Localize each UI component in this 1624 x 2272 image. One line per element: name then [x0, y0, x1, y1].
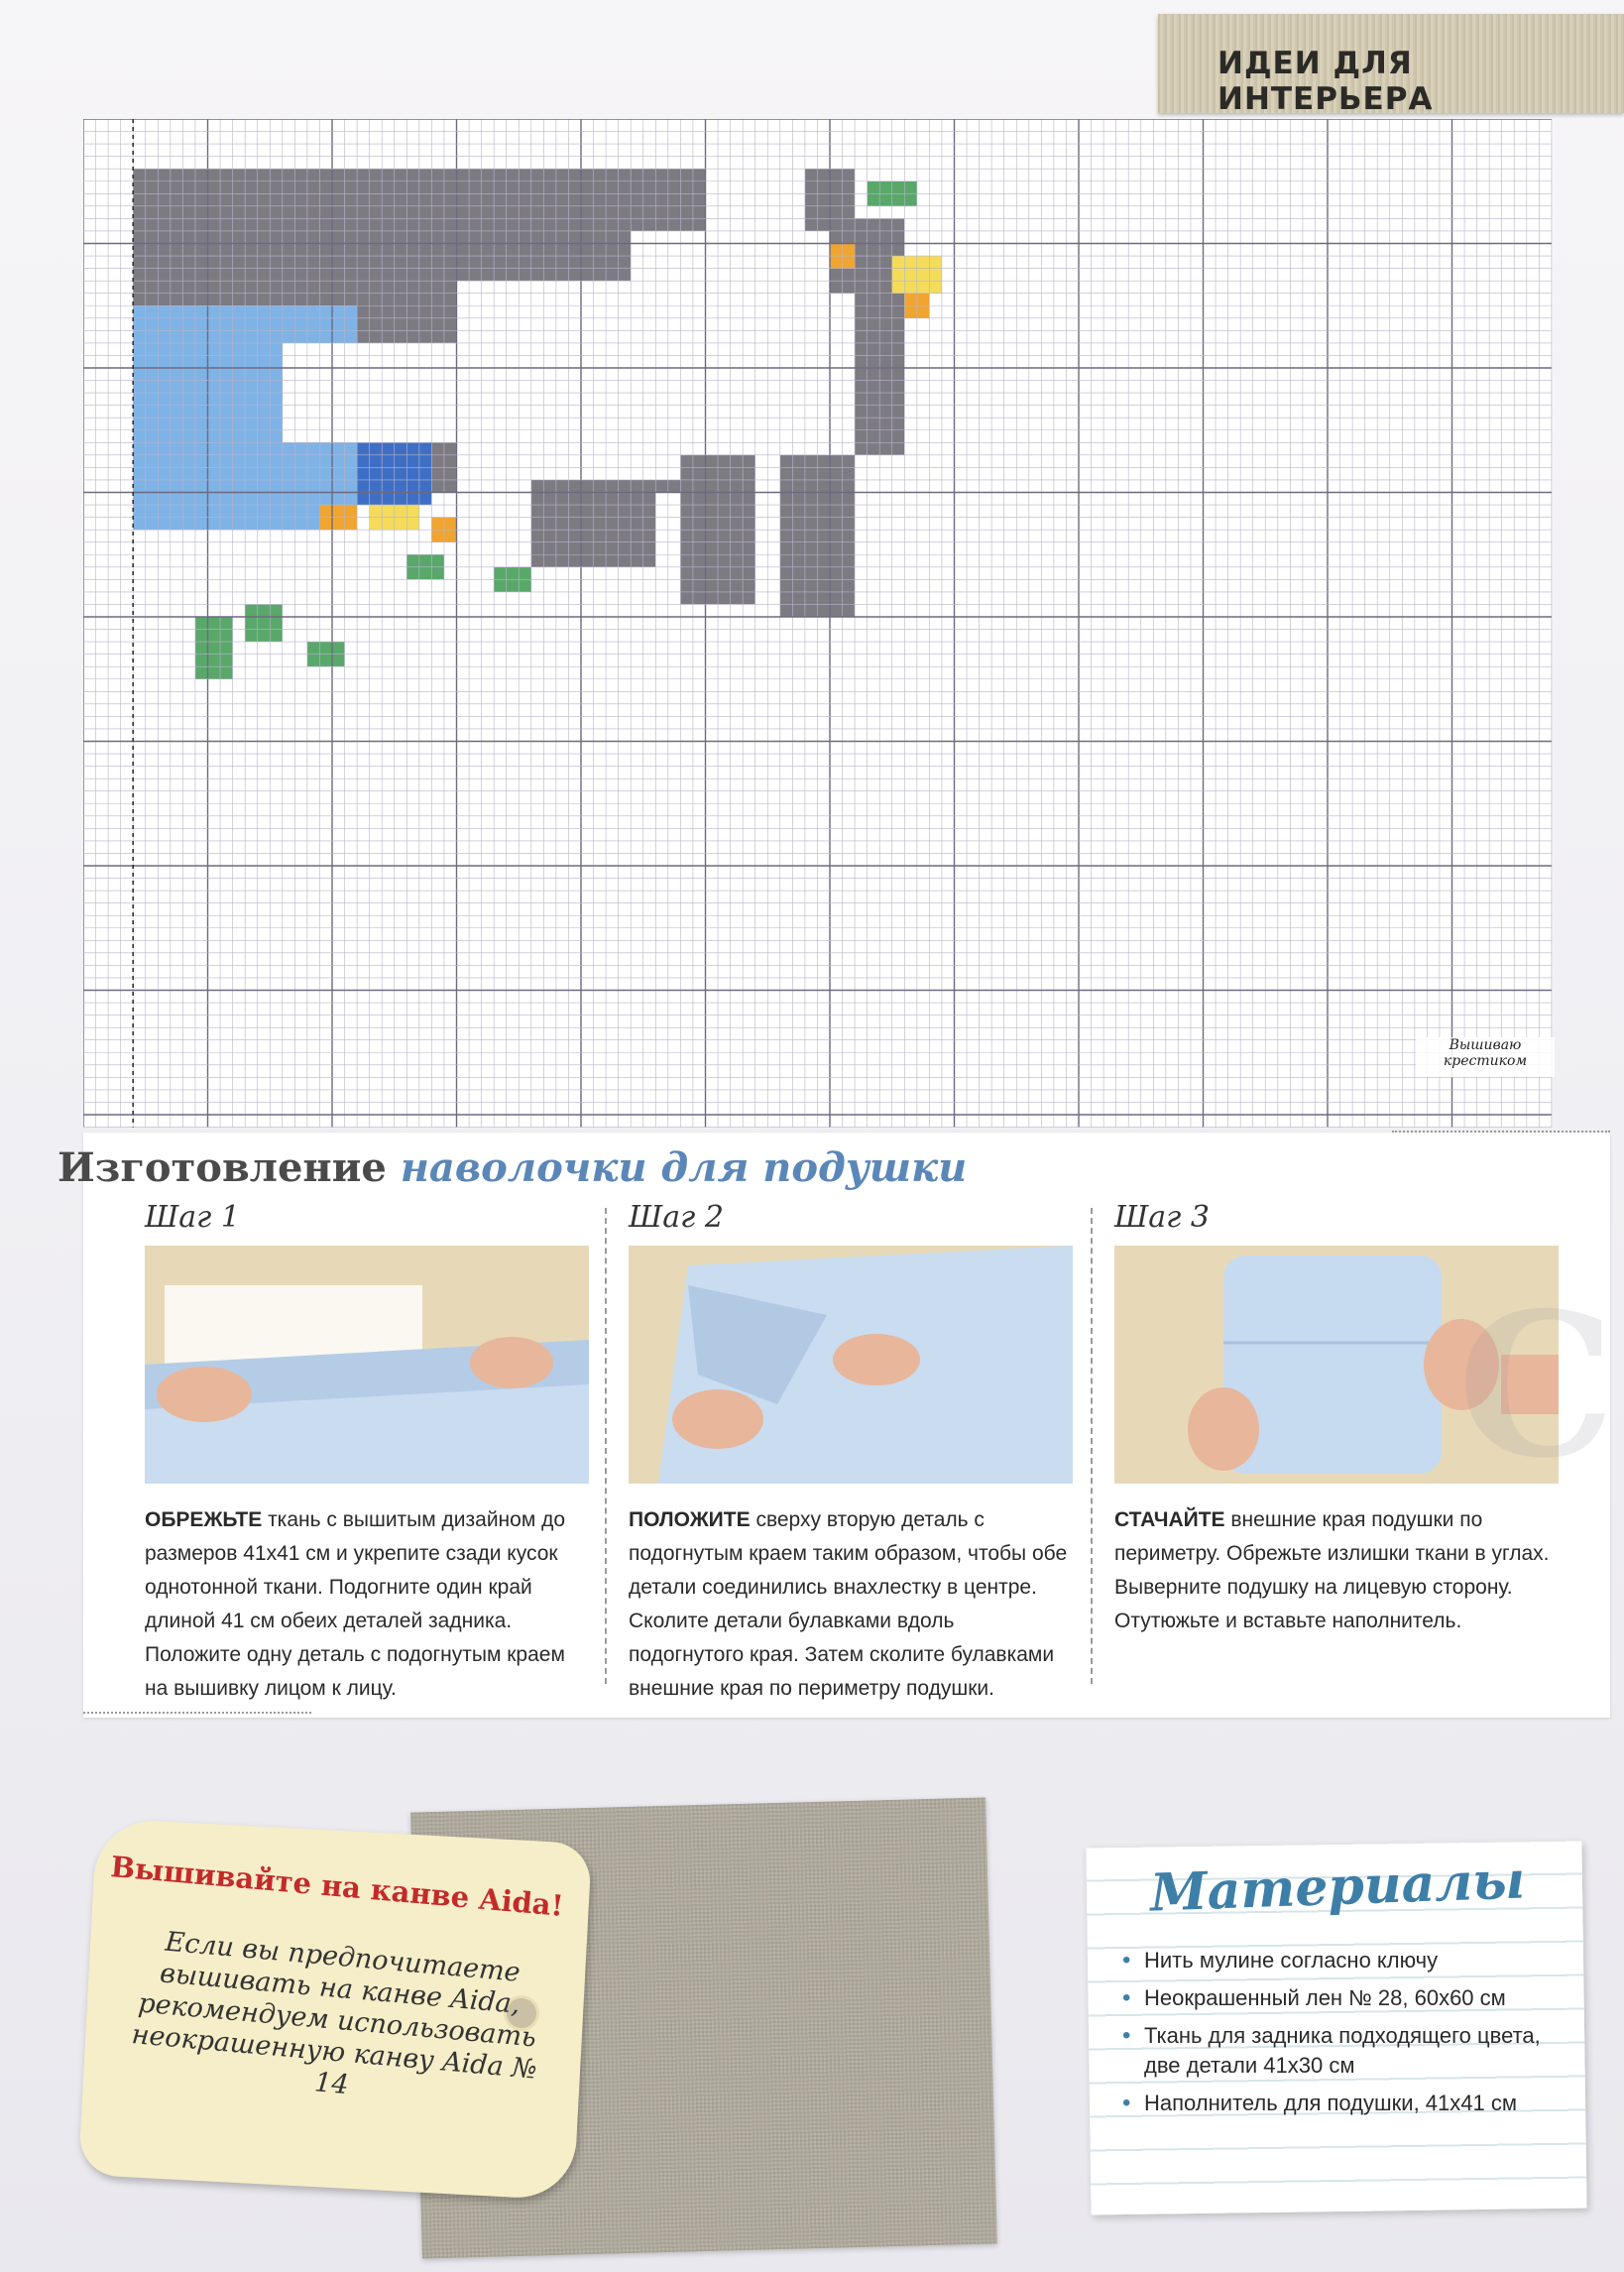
section-label: ИДЕИ ДЛЯ ИНТЕРЬЕРА: [1218, 46, 1434, 117]
chart-grid: [83, 119, 1557, 1133]
step-2: [629, 1200, 1073, 1706]
step-1: [145, 1200, 589, 1706]
step-2-photo: [629, 1246, 1073, 1484]
dotted-rule: [1392, 1131, 1610, 1133]
dotted-rule: [83, 1712, 311, 1714]
instructions-title-plain: Изготовление: [58, 1144, 387, 1191]
brand-logo: Вышиваю крестиком: [1416, 1037, 1555, 1077]
tip-text: Если вы предпочитаете вышивать на канве Aida, рекомендуем использовать неокрашенную канву Aida № 14: [130, 1926, 538, 2101]
step-1-title: Шаг 1: [145, 1200, 240, 1235]
instructions-title: [58, 1144, 967, 1191]
step-1-text: [145, 1503, 589, 1706]
stitch-block-green: [195, 617, 233, 679]
instructions-title-accent: наволочки для подушки: [400, 1144, 968, 1191]
step-2-lead: ПОЛОЖИТЕ: [629, 1508, 751, 1531]
step-3-title: Шаг 3: [1114, 1200, 1210, 1235]
materials-title: Материалы: [1149, 1850, 1527, 1924]
cross-stitch-chart: [83, 119, 1557, 1133]
tip-title: Вышивайте на канве Aida!: [109, 1850, 565, 1923]
step-2-body: сверху вторую деталь с подогнутым краем таким образом, чтобы обе детали соединились внахлестку в центре. Сколите детали булавками вдоль подогнутого края. Затем сколите булавками внешние края по периметру подушки.: [629, 1508, 1068, 1700]
materials-item: • Наполнитель для подушки, 41x41 см: [1118, 2089, 1574, 2118]
step-1-photo: [145, 1246, 589, 1484]
column-divider: [1091, 1208, 1093, 1684]
step-3-body: внешние края подушки по периметру. Обрежьте излишки ткани в углах. Выверните подушку на лицевую сторону. Отутюжьте и вставьте наполнитель.: [1114, 1508, 1550, 1632]
section-ribbon: [1158, 14, 1624, 117]
step-1-lead: ОБРЕЖЬТЕ: [145, 1508, 263, 1531]
step-3-text: [1114, 1503, 1559, 1638]
step-2-title: Шаг 2: [629, 1200, 724, 1235]
materials-item: • Неокрашенный лен № 28, 60x60 см: [1118, 1983, 1574, 2013]
column-divider: [605, 1208, 607, 1684]
step-1-body: ткань с вышитым дизайном до размеров 41x41 см и укрепите сзади кусок однотонной ткани. Подогните один край длиной 41 см обеих деталей задника. Положите одну деталь с подогнутым краем на вышивку лицом к лицу.: [145, 1508, 566, 1700]
materials-list: [1118, 1946, 1574, 2126]
background-letter: С: [1457, 1269, 1616, 1502]
materials-item: • Ткань для задника подходящего цвета, две детали 41x30 см: [1118, 2021, 1574, 2081]
step-3-lead: СТАЧАЙТЕ: [1114, 1508, 1225, 1531]
stitch-block-green: [245, 604, 283, 642]
materials-item: • Нить мулине согласно ключу: [1118, 1946, 1574, 1975]
step-2-text: [629, 1503, 1073, 1706]
